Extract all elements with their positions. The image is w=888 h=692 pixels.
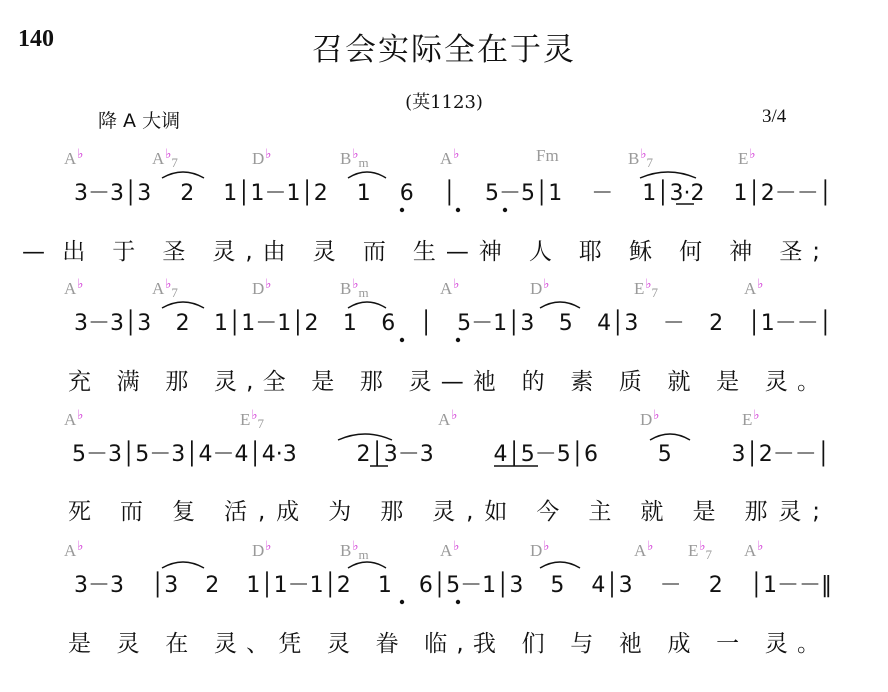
chord-symbol: E♭7 bbox=[240, 407, 265, 431]
octave-dot bbox=[400, 338, 404, 342]
chord-symbol: E♭7 bbox=[634, 276, 659, 300]
octave-dot bbox=[456, 208, 460, 212]
chord-symbol: E♭7 bbox=[688, 538, 713, 562]
slur bbox=[348, 562, 386, 568]
lyric-line: 死 而 复 活,成 为 那 灵,如 今 主 就 是 那灵; bbox=[68, 499, 820, 525]
chord-symbol: E♭ bbox=[742, 407, 760, 429]
slur bbox=[338, 434, 392, 440]
slur bbox=[540, 562, 580, 568]
chord-symbol: A♭ bbox=[438, 407, 458, 429]
octave-dot bbox=[456, 600, 460, 604]
chord-symbol: A♭ bbox=[744, 276, 764, 298]
key-signature: 降 A 大调 bbox=[98, 110, 181, 132]
slur bbox=[348, 302, 386, 308]
lyric-line: — 出 于 圣 灵,由 灵 而 生—神 人 耶 稣 何 神 圣; bbox=[22, 239, 820, 265]
jianpu-line: 3－3│3 2 1│1－1│2 1 6 │ 5－1│3 5 4│3 － 2 │1－－│ bbox=[74, 311, 832, 336]
octave-dot bbox=[400, 600, 404, 604]
chord-symbol: E♭ bbox=[738, 146, 756, 168]
chord-symbol: D♭ bbox=[530, 276, 550, 298]
chord-symbol: A♭ bbox=[440, 276, 460, 298]
chord-symbol: A♭ bbox=[634, 538, 654, 560]
chord-symbol: D♭ bbox=[252, 276, 272, 298]
jianpu-line: 5－3│5－3│4－4│4·3 2│3－3 4│5－5│6 5 3│2－－│ bbox=[72, 442, 830, 467]
chord-symbol: A♭ bbox=[64, 538, 84, 560]
chord-symbol: B♭7 bbox=[628, 146, 653, 170]
slur bbox=[540, 302, 580, 308]
hymn-subtitle: (英1123) bbox=[405, 92, 483, 113]
chord-symbol: D♭ bbox=[252, 146, 272, 168]
chord-symbol: D♭ bbox=[640, 407, 660, 429]
chord-symbol: A♭ bbox=[64, 146, 84, 168]
slur bbox=[640, 172, 696, 178]
chord-symbol: A♭7 bbox=[152, 276, 178, 300]
slur bbox=[650, 434, 690, 440]
octave-dot bbox=[503, 208, 507, 212]
chord-symbol: A♭ bbox=[64, 407, 84, 429]
slur bbox=[162, 562, 204, 568]
lyric-line: 充 满 那 灵,全 是 那 灵—祂 的 素 质 就 是 灵。 bbox=[68, 369, 820, 395]
slur bbox=[162, 302, 204, 308]
slur bbox=[348, 172, 386, 178]
octave-dot bbox=[456, 338, 460, 342]
chord-symbol: B♭m bbox=[340, 146, 369, 170]
chord-symbol: B♭m bbox=[340, 276, 369, 300]
slur bbox=[162, 172, 204, 178]
chord-symbol: A♭ bbox=[744, 538, 764, 560]
jianpu-line: 3－3│3 2 1│1－1│2 1 6 │ 5－5│1 － 1│3·2 1│2－－│ bbox=[74, 181, 832, 206]
chord-symbol: Fm bbox=[536, 146, 559, 165]
hymn-number: 140 bbox=[18, 26, 54, 52]
lyric-line: 是 灵 在 灵、凭 灵 眷 临,我 们 与 祂 成 一 灵。 bbox=[68, 631, 820, 657]
chord-symbol: A♭ bbox=[64, 276, 84, 298]
chord-symbol: D♭ bbox=[252, 538, 272, 560]
chord-symbol: D♭ bbox=[530, 538, 550, 560]
chord-symbol: B♭m bbox=[340, 538, 369, 562]
chord-symbol: A♭ bbox=[440, 146, 460, 168]
chord-symbol: A♭ bbox=[440, 538, 460, 560]
time-signature: 3/4 bbox=[762, 106, 787, 127]
hymn-title: 召会实际全在于灵 bbox=[312, 32, 576, 68]
jianpu-line: 3－3 │3 2 1│1－1│2 1 6│5－1│3 5 4│3 － 2 │1－－‖ bbox=[74, 573, 832, 598]
octave-dot bbox=[400, 208, 404, 212]
chord-symbol: A♭7 bbox=[152, 146, 178, 170]
